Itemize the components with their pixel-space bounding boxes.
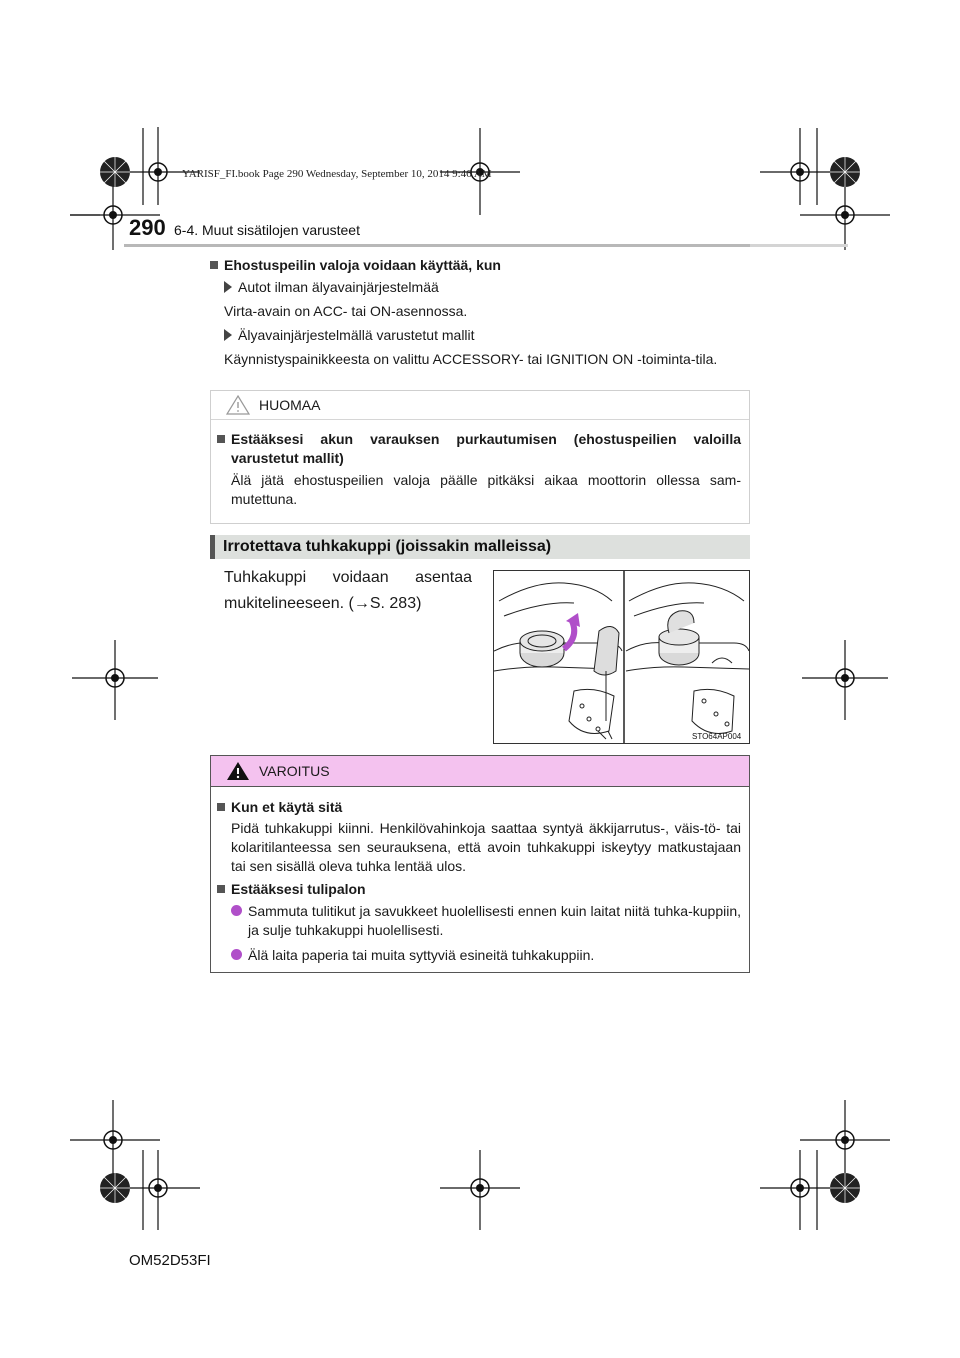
page-number: 290: [129, 215, 166, 240]
warning-header: [211, 756, 749, 787]
item2-label: Älyavainjärjestelmällä varustetut mallit: [224, 325, 750, 345]
mirror-lights-heading: Ehostuspeilin valoja voidaan käyttää, kun: [210, 255, 750, 275]
header-rule: [124, 244, 750, 247]
warning-title: VAROITUS: [259, 763, 330, 779]
item1-label: Autot ilman älyavainjärjestelmää: [224, 277, 750, 297]
notice-header: [211, 391, 749, 420]
warning-bullet-1: Sammuta tulitikut ja savukkeet huolellisesti ennen kuin laitat niitä tuhka-kuppiin, ja sulje tuhkakuppi huolellisesti.: [231, 902, 741, 940]
warning-section1-text: Pidä tuhkakuppi kiinni. Henkilövahinkoja saattaa syntyä äkkijarrutus-, väis-tö- tai kolaritilanteessa sen seurauksena, että avoin tuhkakuppi iskeytyy matkustajaan tai sen sisällä oleva tuhka lentää ulos.: [231, 820, 741, 874]
ashtray-illustration: [493, 570, 750, 744]
warning-section1-heading: Kun et käytä sitä: [217, 797, 741, 817]
square-bullet-icon: [210, 261, 218, 269]
notice-title: HUOMAA: [259, 397, 321, 413]
item2-text: Käynnistyspainikkeesta on valittu ACCESSORY- tai IGNITION ON -toiminta-tila.: [224, 351, 718, 367]
section-title: 6-4. Muut sisätilojen varusteet: [174, 222, 360, 238]
ashtray-body-line1: Tuhkakuppi voidaan asentaa: [224, 569, 472, 586]
notice-text: Älä jätä ehostuspeilien valoja päälle pitkäksi aikaa moottorin ollessa sam-mutettuna.: [231, 472, 741, 507]
triangle-bullet-icon: [224, 329, 232, 341]
round-bullet-icon: [231, 949, 242, 960]
manual-code: OM52D53FI: [129, 1252, 211, 1269]
caution-triangle-icon: [225, 394, 251, 416]
warning-section2-heading: Estääksesi tulipalon: [217, 879, 741, 899]
header-rule-extension: [750, 244, 848, 247]
notice-body: [211, 420, 749, 509]
round-bullet-icon: [231, 905, 242, 916]
ashtray-body-line2: mukitelineeseen. (→S. 283): [224, 595, 422, 612]
notice-heading: Estääksesi akun varauksen purkautumisen (ehostuspeilien valoilla varustetut mallit): [217, 430, 741, 468]
notice-box: [210, 390, 750, 524]
item1-text: Virta-avain on ACC- tai ON-asennossa.: [224, 303, 468, 319]
square-bullet-icon: [217, 435, 225, 443]
warning-box: [210, 755, 750, 973]
ashtray-section-banner: [210, 535, 750, 559]
banner-accent-bar: [210, 535, 215, 559]
square-bullet-icon: [217, 803, 225, 811]
print-header: YARISF_FI.book Page 290 Wednesday, September 10, 2014 9:46 AM: [182, 168, 492, 180]
ashtray-drawing: [494, 571, 749, 743]
warning-bullet-2: Älä laita paperia tai muita syttyviä esineitä tuhkakuppiin.: [231, 946, 741, 965]
mirror-lights-section: [210, 255, 750, 369]
warning-triangle-icon: [225, 760, 251, 782]
ashtray-body: [224, 565, 478, 617]
triangle-bullet-icon: [224, 281, 232, 293]
square-bullet-icon: [217, 885, 225, 893]
page-reference[interactable]: S. 283): [369, 595, 422, 612]
arrow-right-icon: →: [353, 595, 370, 612]
figure-code: STO64AP004: [692, 732, 742, 741]
ashtray-section-heading: Irrotettava tuhkakuppi (joissakin malleissa): [223, 538, 552, 555]
warning-body: [211, 787, 749, 965]
